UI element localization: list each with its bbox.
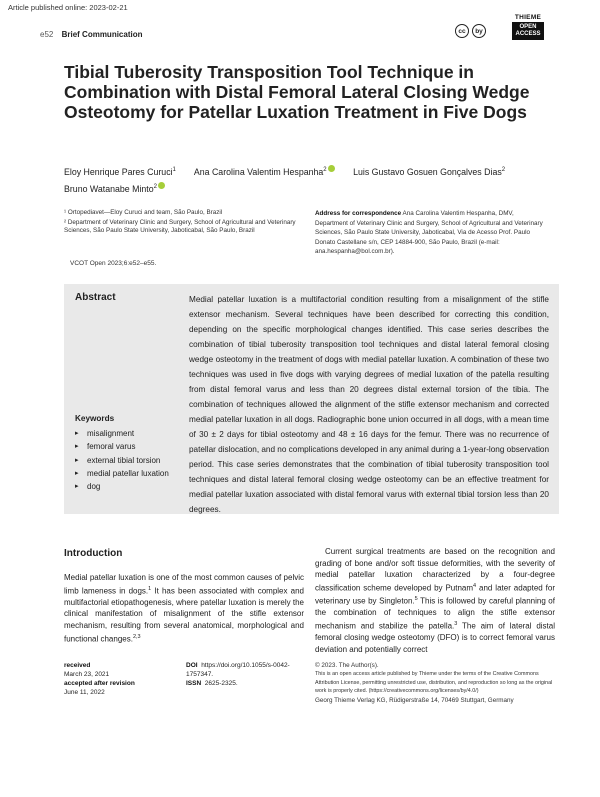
correspondence-text: Ana Carolina Valentim Hespanha, DMV, Department of Veterinary Clinic and Surgery, School of Agricultural and Veterinary Sciences, São Paulo State University, Jaboticabal, Via de Acesso Prof. Paulo Donato Castellane s/n, CEP 14884-900, São Paulo, Brazil (e-mail: ana.hespanha@bol.com.br). (315, 210, 543, 255)
orcid-icon[interactable] (328, 165, 335, 172)
intro-heading: Introduction (64, 548, 123, 559)
keyword-item: ▸ dog (75, 480, 187, 493)
section-label: Brief Communication (61, 30, 143, 39)
keyword-item: ▸ medial patellar luxation (75, 467, 187, 480)
license-icons (455, 24, 486, 38)
affiliation: ¹ Ortopediavet—Eloy Curuci and team, São Paulo, Brazil (64, 209, 223, 216)
logo-open-access: OPEN ACCESS (512, 22, 544, 40)
article-title: Tibial Tuberosity Transposition Tool Technique in Combination with Distal Femoral Lateral Closing Wedge Osteotomy for Patellar Luxation Treatment in Five Dogs (64, 62, 530, 122)
running-header (40, 30, 143, 39)
thieme-open-access-logo (512, 14, 544, 40)
correspondence-label: Address for correspondence (315, 210, 402, 217)
publisher: Georg Thieme Verlag KG, Rüdigerstraße 14, 70469 Stuttgart, Germany (315, 696, 514, 704)
abstract-text: Medial patellar luxation is a multifactorial condition resulting from a misalignment of the stifle extensor mechanism. Several techniques have been described for correcting this condition, depending on the specific morphological changes identified. This case series describes the combination of tibial tuberosity transposition tool techniques and distal lateral femoral closing wedge osteotomy in the treatment of dogs with medial patellar luxation. A combination of these two techniques was used in five dogs with varying degrees of medial luxation of the patella resulting from distal femoral varus and less than 20 degrees distal external torsion of the tibia. The combination of techniques allowed the alignment of the stifle extensor mechanism and corrected medial patellar luxation in all dogs. Radiographic bone union occurred in all dogs, with a mean time of 30 ± 2 days for tibial osteotomy and 48 ± 16 days for the femur. There was no recurrence of patellar dislocation, and no complications developed in any animal during a 1-year-long observation period. This case series demonstrates that the combination of tibial tuberosity transposition tool techniques and distal lateral femoral closing wedge osteotomy can be an effective treatment for medial patellar luxation associated with distal femoral varus with external tibial torsion less than 20 degrees. (189, 295, 550, 514)
license-block (315, 661, 555, 705)
by-icon: by (472, 24, 486, 38)
right-column (315, 546, 555, 655)
intro-column (64, 548, 304, 645)
published-date: Article published online: 2023-02-21 (8, 3, 128, 12)
copyright: © 2023. The Author(s). (315, 662, 379, 669)
citation: VCOT Open 2023;6:e52–e55. (70, 260, 157, 267)
intro-paragraph: Medial patellar luxation is one of the most common causes of pelvic limb lameness in dogs.$^1$ It has been associated with complex and multifactorial etiopathogenesis, where patellar luxation is merely the clinical manifestation of misalignment of the stifle extensor mechanism, resulting from several anatomical, morphological and functional changes.$^{2,3}$ (64, 573, 305, 644)
author: Eloy Henrique Pares Curuci$^1$ (64, 166, 176, 177)
keyword-item: ▸ misalignment (75, 427, 187, 440)
keyword-item: ▸ external tibial torsion (75, 454, 187, 467)
affiliations (64, 209, 304, 237)
license-text: This is an open access article published by Thieme under the terms of the Creative Commons Attribution License, permitting unrestricted use, distribution, and reproduction so long as the original work is properly cited. (https://creativecommons.org/licenses/by/4.0/) (315, 671, 553, 694)
dates-block: received March 23, 2021 accepted after revision June 11, 2022 (64, 662, 135, 696)
doi-link[interactable]: https://doi.org/10.1055/s-0042-1757347. (186, 662, 290, 678)
abstract-heading: Abstract (75, 292, 116, 303)
affiliation: ² Department of Veterinary Clinic and Surgery, School of Agricultural and Veterinary Sciences, São Paulo State University, Jaboticabal, São Paulo, Brazil (64, 218, 296, 234)
author: Ana Carolina Valentim Hespanha$^2$ (194, 167, 335, 177)
cc-icon: cc (455, 24, 469, 38)
orcid-icon[interactable] (158, 182, 165, 189)
keyword-list (75, 427, 187, 493)
author: Bruno Watanabe Minto$^2$ (64, 184, 165, 194)
correspondence (315, 209, 545, 257)
author: Luis Gustavo Gosuen Gonçalves Dias$^2$ (353, 166, 506, 177)
doi-block: DOI https://doi.org/10.1055/s-0042-1757347. ISSN 2625-2325. (186, 662, 290, 687)
page-number: e52 (40, 30, 54, 39)
logo-brand: THIEME (514, 14, 542, 21)
body-paragraph: Current surgical treatments are based on the recognition and grading of bone and/or soft tissue deformities, with the severity of medial patellar luxation characterized by a four-degree classification scheme developed by Putnam$^4$ and later adapted for veterinary use by Singleton.$^5$ This is followed by careful planning of the combination of techniques to align the stifle extensor mechanism and stabilize the patella.$^3$ The aim of lateral distal femoral closing wedge osteotomy (DFO) is to correct femoral varus deviation and potentially correct (315, 547, 556, 654)
author-list (64, 163, 584, 197)
keyword-item: ▸ femoral varus (75, 440, 187, 453)
keywords-heading: Keywords (75, 414, 115, 423)
